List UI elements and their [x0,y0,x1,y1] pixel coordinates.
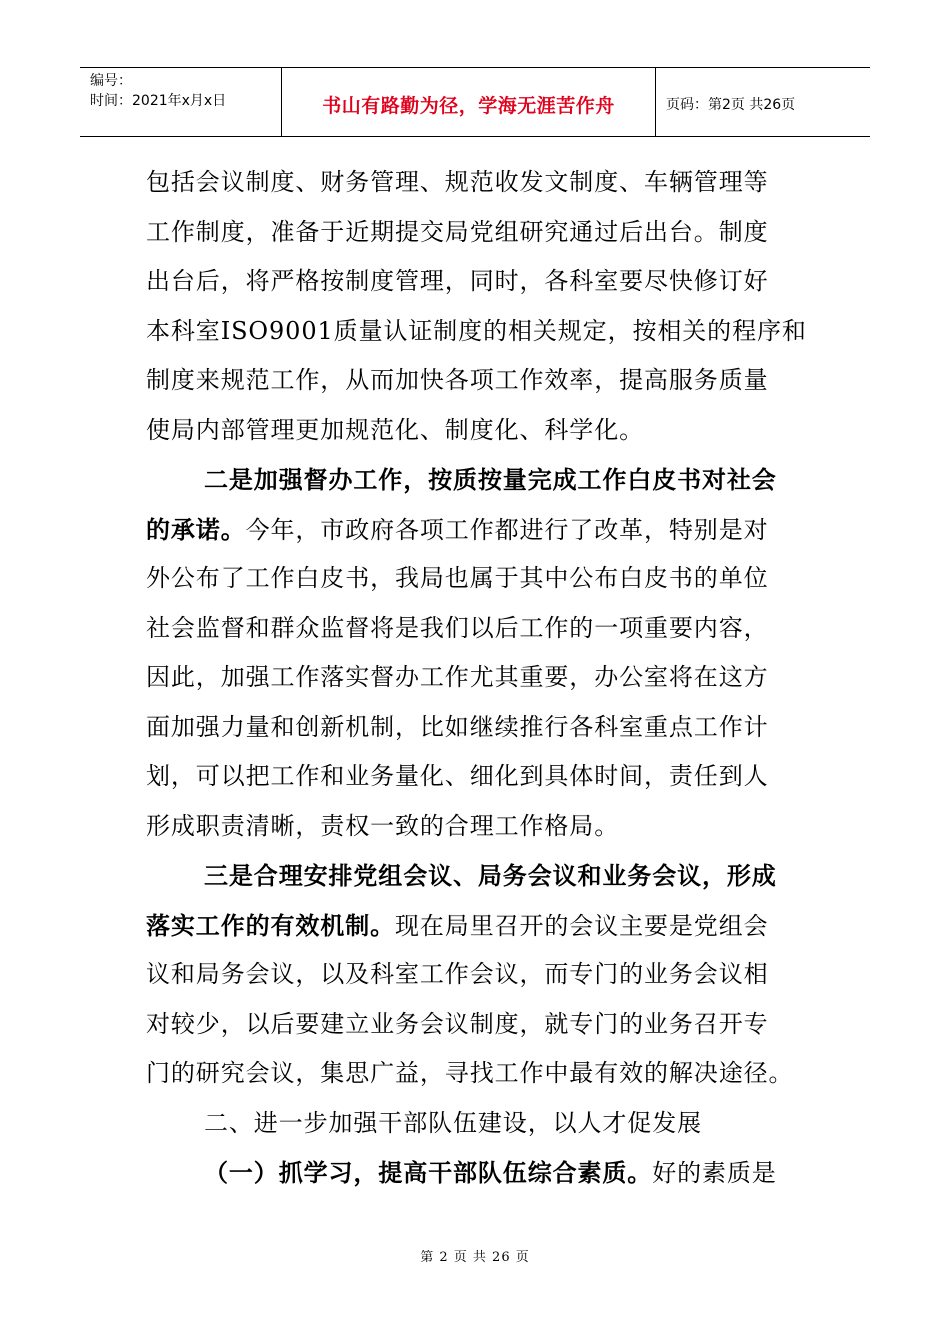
body-line: 形成职责清晰，责权一致的合理工作格局。 [146,811,620,840]
body-line: 工作制度，准备于近期提交局党组研究通过后出台。制度 [146,217,769,246]
body-line [146,505,806,555]
page-header [80,67,870,137]
body-line [146,1148,806,1198]
paragraph-2-heading-end: 的承诺。 [146,514,246,544]
body-line: 门的研究会议，集思广益，寻找工作中最有效的解决途径。 [146,1059,794,1087]
header-motto: 书山有路勤为径，学海无涯苦作舟 [322,94,615,117]
paragraph-3-heading-end: 落实工作的有效机制。 [146,910,395,940]
body-line: 出台后，将严格按制度管理，同时，各科室要尽快修订好 [146,267,769,295]
header-page-cell [656,68,870,136]
body-line: 因此，加强工作落实督办工作尤其重要，办公室将在这方 [146,663,769,691]
body-line: 包括会议制度、财务管理、规范收发文制度、车辆管理等 [146,168,769,196]
body-line: 社会监督和群众监督将是我们以后工作的一项重要内容， [146,613,769,642]
body-line: 制度来规范工作，从而加快各项工作效率，提高服务质量 [146,366,769,394]
paragraph-3-heading: 三是合理安排党组会议、局务会议和业务会议，形成 [204,861,777,890]
body-line: 对较少，以后要建立业务会议制度，就专门的业务召开专 [146,1009,769,1038]
body-line: 划，可以把工作和业务量化、细化到具体时间，责任到人 [146,762,769,790]
document-number-label: 编号： [90,73,132,89]
paragraph-2-heading: 二是加强督办工作，按质按量完成工作白皮书对社会 [204,465,777,494]
subsection-heading: （一）抓学习，提高干部队伍综合素质。 [204,1158,653,1187]
header-page-info: 页码：第2页 共26页 [666,97,796,113]
header-meta-cell [80,68,282,136]
section-heading: 二、进一步加强干部队伍建设，以人才促发展 [204,1108,702,1137]
header-motto-cell [282,68,656,136]
subsection-text: 好的素质是 [652,1159,777,1187]
paragraph-3-text: 现在局里召开的会议主要是党组会 [395,911,769,940]
body-line [146,901,806,951]
body-line: 使局内部管理更加规范化、制度化、科学化。 [146,415,644,444]
paragraph-2-text: 今年，市政府各项工作都进行了改革，特别是对 [245,515,769,544]
document-body [146,158,806,1198]
body-line: 外公布了工作白皮书，我局也属于其中公布白皮书的单位 [146,564,769,592]
body-line: 议和局务会议，以及科室工作会议，而专门的业务会议相 [146,960,769,988]
document-time-label: 时间：2021年x月x日 [90,93,227,109]
body-line: 本科室ISO9001质量认证制度的相关规定，按相关的程序和 [146,316,807,345]
body-line: 面加强力量和创新机制，比如继续推行各科室重点工作计 [146,712,769,741]
page-footer: 第 2 页 共 26 页 [420,1250,530,1265]
